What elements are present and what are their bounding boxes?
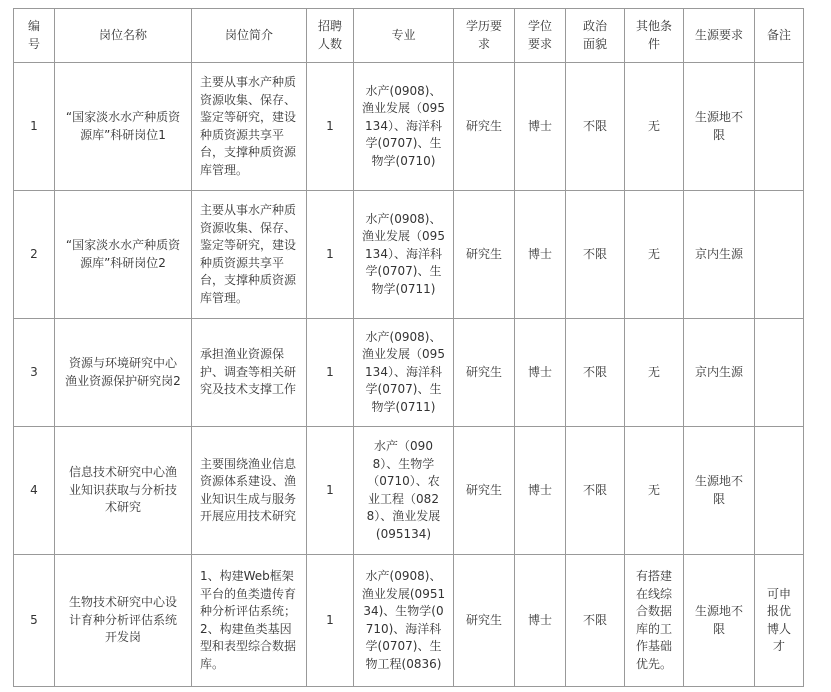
cell-remark — [755, 191, 804, 319]
cell-remark — [755, 427, 804, 555]
cell-count: 1 — [307, 63, 354, 191]
table-row — [14, 555, 804, 687]
header-remark: 备注 — [755, 9, 804, 63]
cell-education: 研究生 — [454, 63, 515, 191]
cell-post-name: 生物技术研究中心设 计育种分析评估系统 开发岗 — [55, 555, 192, 687]
cell-politics: 不限 — [566, 555, 625, 687]
header-source: 生源要求 — [684, 9, 755, 63]
cell-post-name: “国家淡水水产种质资 源库”科研岗位2 — [55, 191, 192, 319]
table-row — [14, 191, 804, 319]
table-row — [14, 319, 804, 427]
cell-no: 2 — [14, 191, 55, 319]
cell-degree: 博士 — [515, 319, 566, 427]
cell-major: 水产(0908)、 渔业发展（095 134）、海洋科 学(0707)、生 物学(0711) — [354, 319, 454, 427]
cell-politics: 不限 — [566, 319, 625, 427]
cell-intro: 主要从事水产种质 资源收集、保存、 鉴定等研究，建设 种质资源共享平 台，支撑种质资源 库管理。 — [192, 63, 307, 191]
recruitment-table — [13, 8, 804, 687]
cell-intro: 主要从事水产种质 资源收集、保存、 鉴定等研究，建设 种质资源共享平 台，支撑种质资源 库管理。 — [192, 191, 307, 319]
header-major: 专业 — [354, 9, 454, 63]
cell-degree: 博士 — [515, 63, 566, 191]
cell-remark — [755, 63, 804, 191]
header-education: 学历要 求 — [454, 9, 515, 63]
cell-post-name: 信息技术研究中心渔 业知识获取与分析技 术研究 — [55, 427, 192, 555]
cell-other: 无 — [625, 63, 684, 191]
cell-source: 京内生源 — [684, 319, 755, 427]
header-post-name: 岗位名称 — [55, 9, 192, 63]
cell-other: 无 — [625, 319, 684, 427]
cell-other: 无 — [625, 191, 684, 319]
cell-major: 水产(0908)、 渔业发展（095 134）、海洋科 学(0707)、生 物学(0711) — [354, 191, 454, 319]
cell-count: 1 — [307, 427, 354, 555]
cell-major: 水产（090 8）、生物学 （0710）、农 业工程（082 8）、渔业发展 (095134) — [354, 427, 454, 555]
cell-no: 5 — [14, 555, 55, 687]
cell-remark — [755, 319, 804, 427]
header-count: 招聘 人数 — [307, 9, 354, 63]
cell-post-name: “国家淡水水产种质资 源库”科研岗位1 — [55, 63, 192, 191]
cell-other: 无 — [625, 427, 684, 555]
cell-count: 1 — [307, 319, 354, 427]
cell-source: 生源地不 限 — [684, 427, 755, 555]
cell-education: 研究生 — [454, 191, 515, 319]
header-politics: 政治 面貌 — [566, 9, 625, 63]
cell-intro: 主要围绕渔业信息 资源体系建设、渔 业知识生成与服务 开展应用技术研究 — [192, 427, 307, 555]
cell-degree: 博士 — [515, 191, 566, 319]
cell-count: 1 — [307, 555, 354, 687]
cell-politics: 不限 — [566, 427, 625, 555]
cell-remark: 可申 报优 博人 才 — [755, 555, 804, 687]
cell-post-name: 资源与环境研究中心 渔业资源保护研究岗2 — [55, 319, 192, 427]
cell-other: 有搭建 在线综 合数据 库的工 作基础 优先。 — [625, 555, 684, 687]
cell-count: 1 — [307, 191, 354, 319]
cell-no: 1 — [14, 63, 55, 191]
recruitment-table-wrapper — [13, 8, 804, 687]
cell-source: 京内生源 — [684, 191, 755, 319]
cell-major: 水产(0908)、 渔业发展（095 134）、海洋科 学(0707)、生 物学(0710) — [354, 63, 454, 191]
cell-intro: 承担渔业资源保 护、调查等相关研 究及技术支撑工作 — [192, 319, 307, 427]
cell-no: 4 — [14, 427, 55, 555]
cell-source: 生源地不 限 — [684, 555, 755, 687]
cell-education: 研究生 — [454, 427, 515, 555]
table-row — [14, 427, 804, 555]
header-degree: 学位 要求 — [515, 9, 566, 63]
header-intro: 岗位简介 — [192, 9, 307, 63]
header-other: 其他条 件 — [625, 9, 684, 63]
cell-politics: 不限 — [566, 191, 625, 319]
cell-no: 3 — [14, 319, 55, 427]
cell-degree: 博士 — [515, 555, 566, 687]
cell-degree: 博士 — [515, 427, 566, 555]
header-row — [14, 9, 804, 63]
cell-source: 生源地不 限 — [684, 63, 755, 191]
table-row — [14, 63, 804, 191]
cell-politics: 不限 — [566, 63, 625, 191]
header-no: 编 号 — [14, 9, 55, 63]
cell-education: 研究生 — [454, 555, 515, 687]
cell-intro: 1、构建Web框架 平台的鱼类遗传育 种分析评估系统； 2、构建鱼类基因 型和表型综合数据 库。 — [192, 555, 307, 687]
cell-education: 研究生 — [454, 319, 515, 427]
cell-major: 水产(0908)、 渔业发展(0951 34)、生物学(0 710)、海洋科 学(0707)、生 物工程(0836) — [354, 555, 454, 687]
